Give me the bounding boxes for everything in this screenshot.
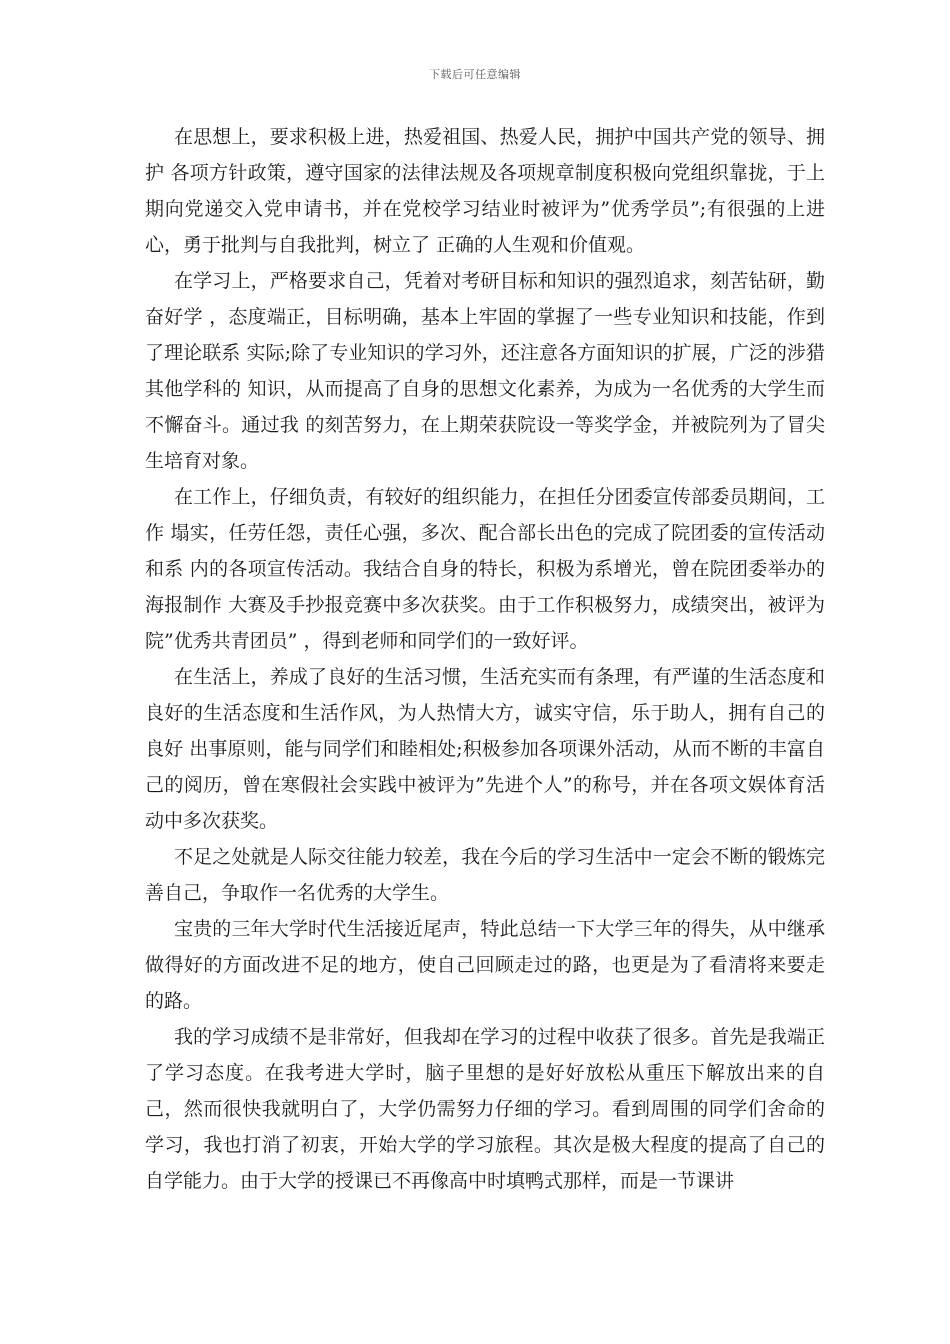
paragraph-study: 在学习上，严格要求自己，凭着对考研目标和知识的强烈追求，刻苦钻研，勤奋好学 ，态度端正，目标明确，基本上牢固的掌握了一些专业知识和技能，作到了理论联系 实际;除了专业知识的学习外，还注意各方面知识的扩展，广泛的涉猎其他学科的 知识，从而提高了自身的思想文化素养，为成为一名优秀的大学生而不懈奋斗。通过我 的刻苦努力，在上期荣获院设一等奖学金，并被院列为了冒尖生培育对象。 <box>145 270 825 472</box>
paragraph-work: 在工作上，仔细负责，有较好的组织能力，在担任分团委宣传部委员期间，工作 塌实，任劳任怨，责任心强，多次、配合部长出色的完成了院团委的宣传活动和系 内的各项宣传活动。我结合自身的特长，积极为系增光，曾在院团委举办的海报制作 大赛及手抄报竞赛中多次获奖。由于工作积极努力，成绩突出，被评为院”优秀共青团员” ，得到老师和同学们的一致好评。 <box>145 486 825 652</box>
document-body <box>145 119 825 1199</box>
paragraph-ideology: 在思想上，要求积极上进，热爱祖国、热爱人民，拥护中国共产党的领导、拥护 各项方针政策，遵守国家的法律法规及各项规章制度积极向党组织靠拢，于上期向党递交入党申请书，并在党校学习结业时被评为”优秀学员”;有很强的上进心，勇于批判与自我批判，树立了 正确的人生观和价值观。 <box>145 126 825 256</box>
paragraph-life: 在生活上，养成了良好的生活习惯，生活充实而有条理，有严谨的生活态度和 良好的生活态度和生活作风，为人热情大方，诚实守信，乐于助人，拥有自己的良好 出事原则，能与同学们和睦相处;积极参加各项课外活动，从而不断的丰富自己的阅历，曾在寒假社会实践中被评为”先进个人”的称号，并在各项文娱体育活动中多次获奖。 <box>145 666 825 832</box>
paragraph-shortcomings: 不足之处就是人际交往能力较差，我在今后的学习生活中一定会不断的锻炼完善自己，争取作一名优秀的大学生。 <box>145 846 825 904</box>
page-header: 下载后可任意编辑 <box>429 68 521 81</box>
paragraph-learning-gains: 我的学习成绩不是非常好，但我却在学习的过程中收获了很多。首先是我端正了学习态度。在我考进大学时，脑子里想的是好好放松从重压下解放出来的自己，然而很快我就明白了，大学仍需努力仔细的学习。看到周围的同学们舍命的学习，我也打消了初衷，开始大学的学习旅程。其次是极大程度的提高了自己的自学能力。由于大学的授课已不再像高中时填鸭式那样，而是一节课讲 <box>145 1026 825 1192</box>
paragraph-summary-intro: 宝贵的三年大学时代生活接近尾声，特此总结一下大学三年的得失，从中继承做得好的方面改进不足的地方，使自己回顾走过的路，也更是为了看清将来要走的路。 <box>145 918 825 1012</box>
